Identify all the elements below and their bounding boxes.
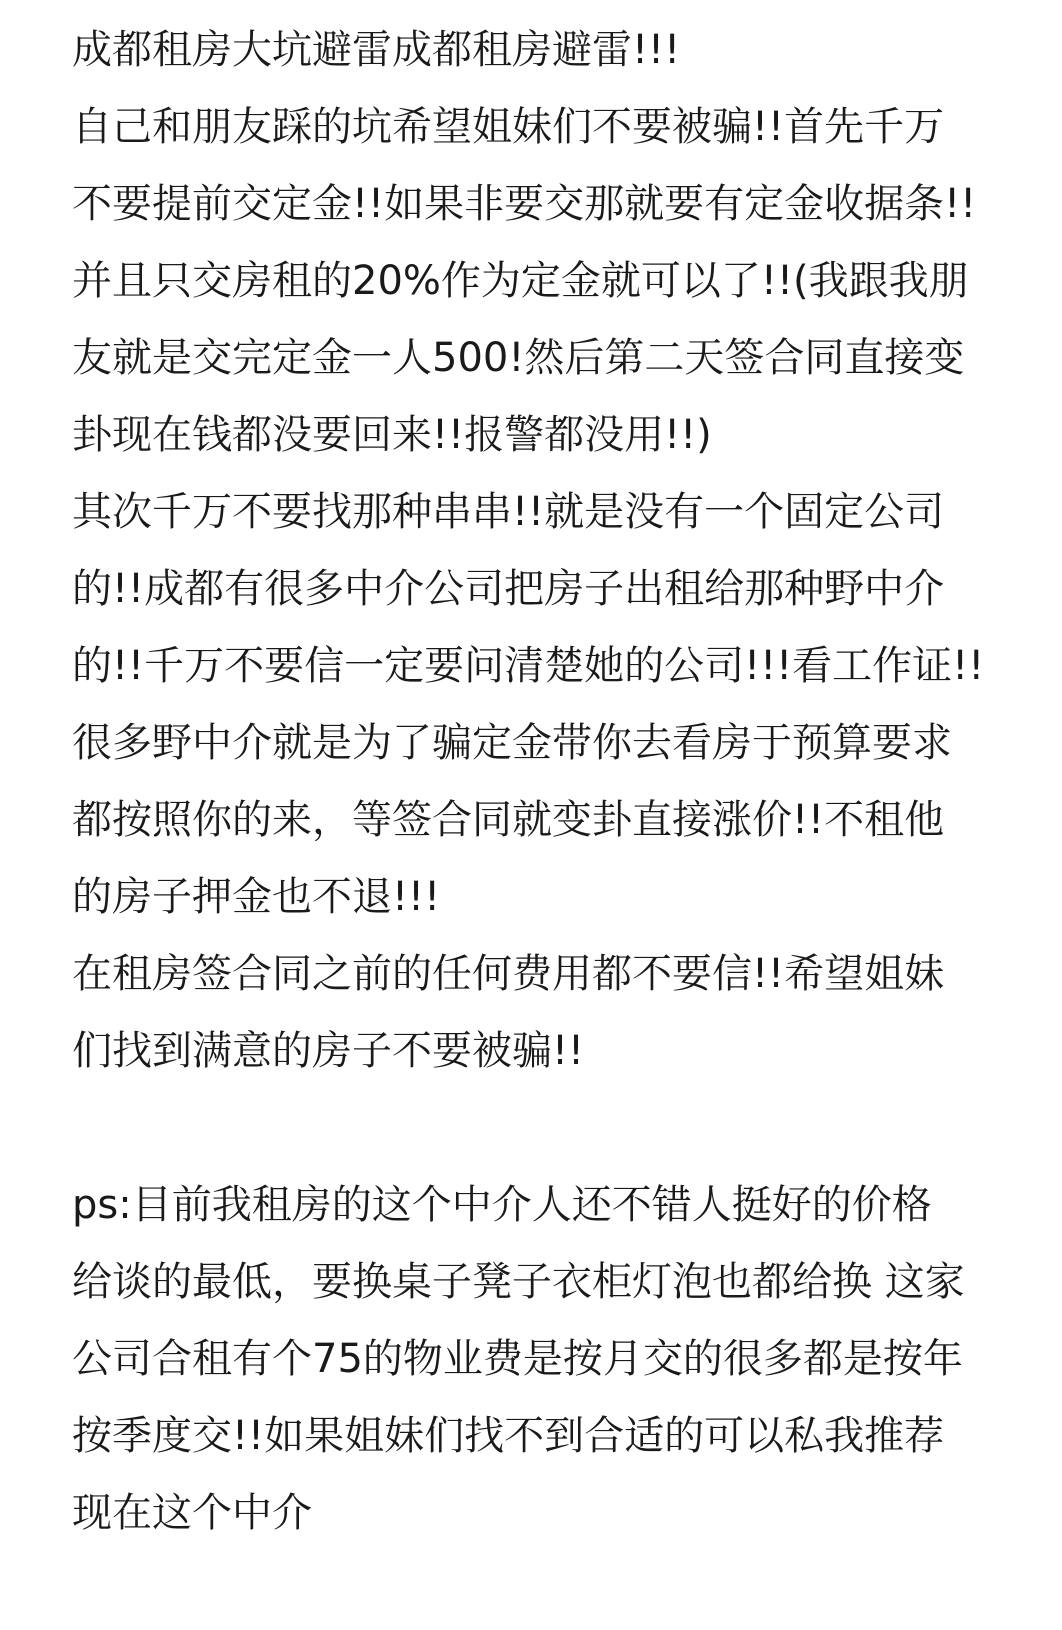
text-line: 其次千万不要找那种串串!!就是没有一个固定公司	[72, 489, 945, 535]
text-line: 按季度交!!如果姐妹们找不到合适的可以私我推荐	[72, 1413, 945, 1459]
text-line: 的房子押金也不退!!!	[72, 874, 441, 920]
text-line: 自己和朋友踩的坑希望姐妹们不要被骗!!首先千万	[72, 104, 945, 150]
text-line: 很多野中介就是为了骗定金带你去看房于预算要求	[72, 720, 952, 766]
text-line: 都按照你的来，等签合同就变卦直接涨价!!不租他	[72, 797, 945, 843]
text-line: 们找到满意的房子不要被骗!!	[72, 1028, 585, 1074]
text-line: 现在这个中介	[72, 1490, 312, 1536]
text-line: 的!!成都有很多中介公司把房子出租给那种野中介	[72, 566, 945, 612]
text-line: 公司合租有个75的物业费是按月交的很多都是按年	[72, 1336, 963, 1382]
text-line: 卦现在钱都没要回来!!报警都没用!!)	[72, 412, 712, 458]
text-line: 友就是交完定金一人500!然后第二天签合同直接变	[72, 335, 965, 381]
paragraph-spacer	[72, 1090, 1062, 1167]
text-line: 给谈的最低，要换桌子凳子衣柜灯泡也都给换 这家	[72, 1259, 965, 1305]
text-line: 在租房签合同之前的任何费用都不要信!!希望姐妹	[72, 951, 945, 997]
text-line: 的!!千万不要信一定要问清楚她的公司!!!看工作证!!	[72, 643, 985, 689]
post-title-line: 成都租房大坑避雷成都租房避雷!!!	[72, 27, 681, 73]
text-line: 并且只交房租的20%作为定金就可以了!!(我跟我朋	[72, 258, 969, 304]
text-line: 不要提前交定金!!如果非要交那就要有定金收据条!!	[72, 181, 977, 227]
ps-line: ps:目前我租房的这个中介人还不错人挺好的价格	[72, 1182, 932, 1228]
